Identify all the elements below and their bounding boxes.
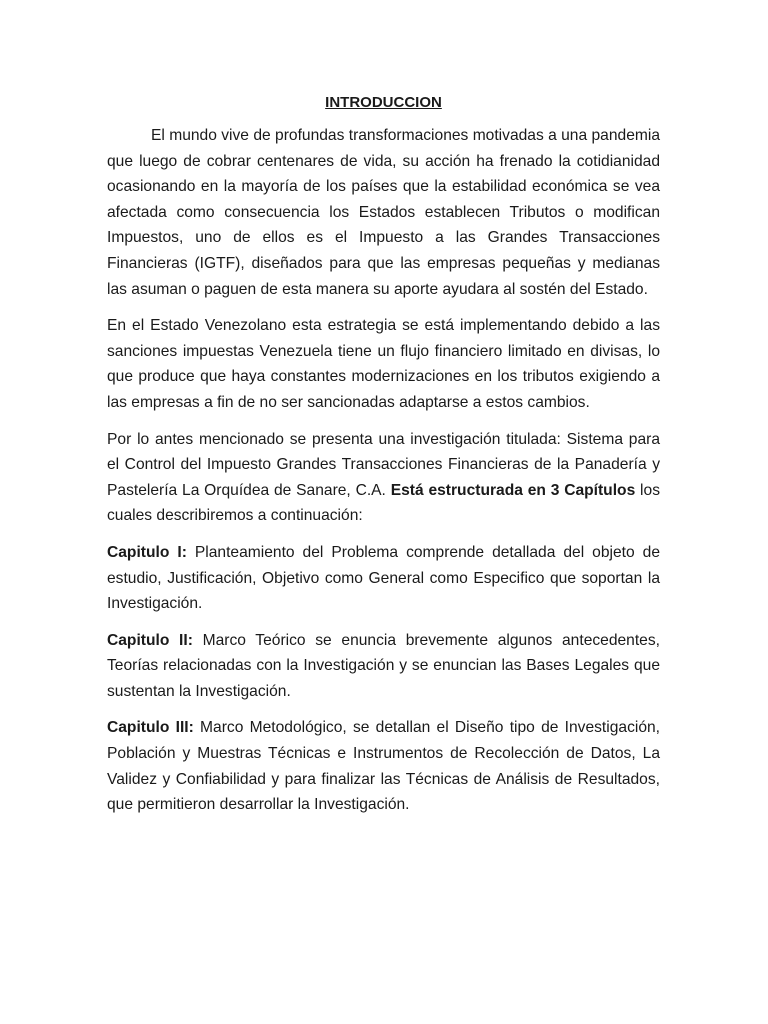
paragraph-research xyxy=(107,427,660,529)
chapter-3-label: Capitulo III: xyxy=(107,719,194,737)
document-title: INTRODUCCION xyxy=(325,94,442,111)
chapter-2-label: Capitulo II: xyxy=(107,631,193,649)
paragraph-research-bold: Está estructurada en 3 Capítulos xyxy=(390,481,636,499)
paragraph-chapter-1 xyxy=(107,540,660,617)
paragraph-chapter-3 xyxy=(107,715,660,817)
chapter-1-label: Capitulo I: xyxy=(107,543,187,561)
paragraph-research-text: Por lo antes mencionado se presenta una investigación titulada: Sistema para el Control del Impuesto Grandes Transacciones Financieras de la Panadería y Pastelería La Orquídea de Sanare, C.A. xyxy=(107,430,660,499)
chapter-3-text: Marco Metodológico, se detallan el Diseño tipo de Investigación, Población y Muestras Técnicas e Instrumentos de Recolección de Datos, La Validez y Confiabilidad y para finalizar las Técnicas de Análisis de Resultados, que permitieron desarrollar la Investigación. xyxy=(107,719,661,814)
document-body xyxy=(107,92,660,829)
chapter-2-text: Marco Teórico se enuncia brevemente algunos antecedentes, Teorías relacionadas con la Investigación y se enuncian las Bases Legales que sustentan la Investigación. xyxy=(107,631,660,700)
paragraph-intro: El mundo vive de profundas transformaciones motivadas a una pandemia que luego de cobrar centenares de vida, su acción ha frenado la cotidianidad ocasionando en la mayoría de los países que la estabilidad económica se vea afectada como consecuencia los Estados establecen Tributos o modifican Impuestos, uno de ellos es el Impuesto a las Grandes Transacciones Financieras (IGTF), diseñados para que las empresas pequeñas y medianas las asuman o paguen de esta manera su aporte ayudara al sostén del Estado. xyxy=(107,127,660,298)
paragraph-venezuela: En el Estado Venezolano esta estrategia se está implementando debido a las sanciones impuestas Venezuela tiene un flujo financiero limitado en divisas, lo que produce que haya constantes modernizaciones en los tributos exigiendo a las empresas a fin de no ser sancionadas adaptarse a estos cambios. xyxy=(107,317,660,411)
chapter-1-text: Planteamiento del Problema comprende detallada del objeto de estudio, Justificación, Objetivo como General como Especifico que soportan la Investigación. xyxy=(107,543,660,613)
paragraph-research-end: los cuales describiremos a continuación: xyxy=(107,481,660,525)
paragraph-chapter-2 xyxy=(107,628,660,705)
